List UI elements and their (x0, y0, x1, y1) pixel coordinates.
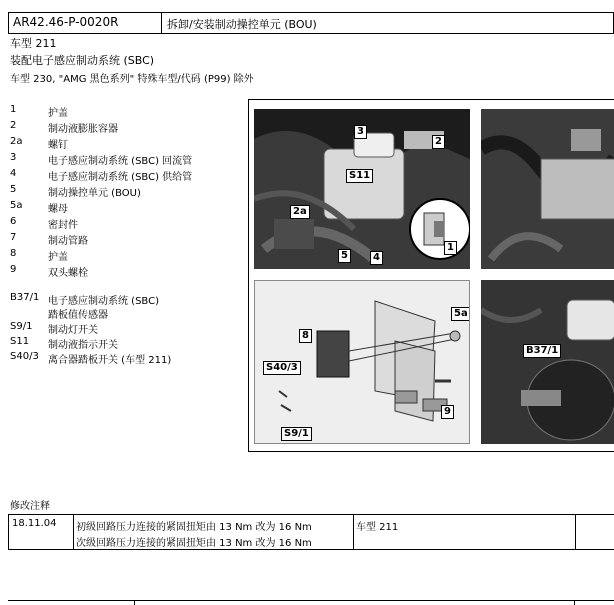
engine-bay-illustration-2 (481, 109, 614, 269)
footer-tick (574, 600, 575, 605)
engine-bay-photo-2 (481, 109, 614, 269)
notes-change-line-2: 次级回路压力连接的紧固扭矩由 13 Nm 改为 16 Nm (76, 538, 312, 549)
callout-s11: S11 (346, 169, 373, 183)
scope-equipment: 装配电子感应制动系统 (SBC) (10, 54, 155, 67)
notes-change-cell (73, 515, 354, 549)
callout-5a: 5a (451, 307, 470, 321)
document-title: 拆卸/安装制动操控单元 (BOU) (167, 18, 317, 31)
callout-s9-1: S9/1 (281, 427, 312, 441)
callout-1: 1 (444, 241, 457, 255)
notes-date-cell (9, 515, 74, 549)
callout-s40-3: S40/3 (263, 361, 301, 375)
header-divider (161, 13, 162, 33)
callout-3: 3 (354, 125, 367, 139)
change-notes-label: 修改注释 (10, 501, 50, 512)
notes-model-cell (353, 515, 576, 549)
document-code: AR42.46-P-0020R (13, 15, 119, 29)
callout-8: 8 (299, 329, 312, 343)
component-legend-list: B37/1 电子感应制动系统 (SBC) 踏板值传感器 S9/1 制动灯开关 S11 制动液指示开关 S40/3 离合器踏板开关 (车型 211) (10, 292, 172, 366)
notes-model: 车型 211 (356, 522, 399, 533)
brake-unit-illustration (481, 280, 614, 444)
scope-exclusion: 车型 230, "AMG 黑色系列" 特殊车型/代码 (P99) 除外 (10, 74, 254, 85)
notes-change-line-1: 初级回路压力连接的紧固扭矩由 13 Nm 改为 16 Nm (76, 522, 312, 533)
callout-5: 5 (338, 249, 351, 263)
document-header (8, 12, 614, 34)
engine-bay-photo (254, 109, 470, 269)
notes-date: 18.11.04 (12, 518, 57, 529)
callout-9: 9 (441, 405, 454, 419)
legend-list: 1 护盖 2 制动液膨胀容器 2a 螺钉 3 电子感应制动系统 (SBC) 回流管 4 电子感应制动系统 (SBC) 供给管 5 制动操控单元 (BOU) 5a 螺母 6 密封件 7 制动管路 8 护盖 9 双头螺栓 (10, 104, 193, 279)
pedal-assembly-drawing (254, 280, 470, 444)
callout-b37-1: B37/1 (523, 344, 561, 358)
callout-2a: 2a (290, 205, 310, 219)
callout-4: 4 (370, 251, 383, 265)
callout-2: 2 (432, 135, 445, 149)
change-notes-table (8, 514, 614, 550)
footer-tick (134, 600, 135, 605)
footer-divider (8, 600, 614, 601)
figure-frame (248, 99, 614, 452)
scope-model: 车型 211 (10, 37, 57, 50)
brake-unit-photo (481, 280, 614, 444)
